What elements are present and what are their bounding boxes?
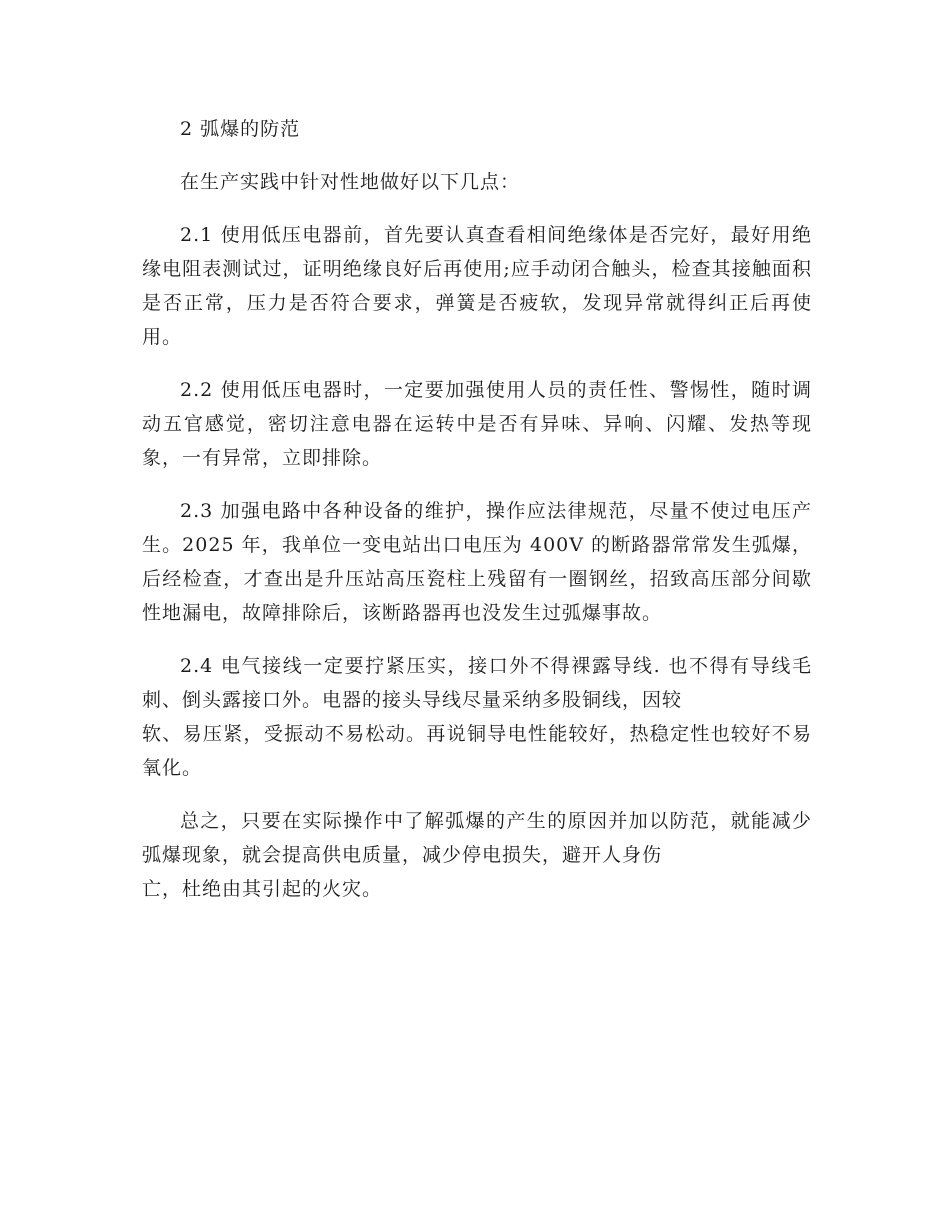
document-body (142, 112, 812, 925)
intro-paragraph: 在生产实践中针对性地做好以下几点： (180, 171, 521, 193)
conclusion-paragraph: 总之，只要在实际操作中了解弧爆的产生的原因并加以防范，就能减少弧爆现象，就会提高供电质量，减少停电损失，避开人身伤 亡，杜绝由其引起的火灾。 (142, 810, 812, 900)
paragraph-2-3: 2.3 加强电路中各种设备的维护，操作应法律规范，尽量不使过电压产生。2025 年，我单位一变电站出口电压为 400V 的断路器常常发生弧爆，后经检查，才查出是升压站高压瓷柱上残留有一圈钢丝，招致高压部分间歇性地漏电，故障排除后，该断路器再也没发生过弧爆事故。 (142, 500, 812, 624)
paragraph-2-1: 2.1 使用低压电器前，首先要认真查看相间绝缘体是否完好，最好用绝缘电阻表测试过，证明绝缘良好后再使用;应手动闭合触头，检查其接触面积是否正常，压力是否符合要求，弹簧是否疲软，发现异常就得纠正后再使用。 (142, 224, 812, 348)
paragraph-2-4: 2.4 电气接线一定要拧紧压实，接口外不得裸露导线. 也不得有导线毛刺、倒头露接口外。电器的接头导线尽量采纳多股铜线，因较 软、易压紧，受振动不易松动。再说铜导电性能较好，热稳定性也较好不易氧化。 (142, 655, 812, 779)
section-heading: 2 弧爆的防范 (180, 118, 301, 140)
paragraph-2-2: 2.2 使用低压电器时，一定要加强使用人员的责任性、警惕性，随时调动五官感觉，密切注意电器在运转中是否有异味、异响、闪耀、发热等现象，一有异常，立即排除。 (142, 379, 812, 469)
